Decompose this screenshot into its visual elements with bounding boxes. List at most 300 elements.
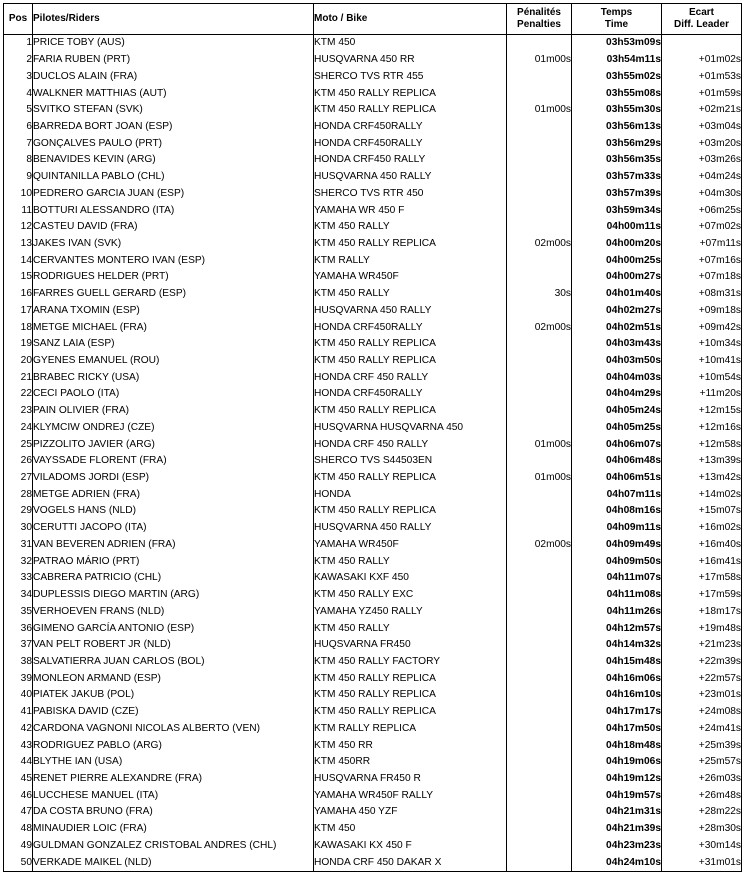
cell-diff: +02m21s <box>662 102 742 119</box>
cell-rider: SVITKO STEFAN (SVK) <box>33 102 314 119</box>
cell-diff: +10m34s <box>662 336 742 353</box>
cell-pos: 27 <box>4 470 33 487</box>
cell-rider: RODRIGUES HELDER (PRT) <box>33 269 314 286</box>
cell-rider: PIATEK JAKUB (POL) <box>33 687 314 704</box>
cell-rider: FARIA RUBEN (PRT) <box>33 52 314 69</box>
cell-rider: QUINTANILLA PABLO (CHL) <box>33 169 314 186</box>
cell-bike: KTM RALLY REPLICA <box>314 720 507 737</box>
table-row <box>4 420 742 437</box>
table-row <box>4 771 742 788</box>
cell-time: 04h18m48s <box>572 737 662 754</box>
cell-pos: 1 <box>4 35 33 52</box>
cell-diff <box>662 35 742 52</box>
cell-time: 04h17m17s <box>572 704 662 721</box>
cell-time: 04h07m11s <box>572 486 662 503</box>
cell-pos: 44 <box>4 754 33 771</box>
header-penalties <box>507 4 572 35</box>
cell-diff: +04m24s <box>662 169 742 186</box>
cell-time: 03h56m29s <box>572 135 662 152</box>
table-row <box>4 804 742 821</box>
cell-bike: HONDA CRF 450 RALLY <box>314 436 507 453</box>
table-header <box>4 4 742 35</box>
cell-time: 03h57m39s <box>572 185 662 202</box>
cell-rider: PAIN OLIVIER (FRA) <box>33 403 314 420</box>
cell-pos: 30 <box>4 520 33 537</box>
cell-bike: KTM 450 RALLY EXC <box>314 587 507 604</box>
cell-rider: LUCCHESE MANUEL (ITA) <box>33 787 314 804</box>
cell-penalty <box>507 804 572 821</box>
cell-rider: BLYTHE IAN (USA) <box>33 754 314 771</box>
cell-bike: KTM 450 RALLY REPLICA <box>314 85 507 102</box>
cell-penalty <box>507 119 572 136</box>
table-row <box>4 687 742 704</box>
cell-rider: JAKES IVAN (SVK) <box>33 236 314 253</box>
cell-bike: KTM 450 <box>314 821 507 838</box>
cell-penalty <box>507 620 572 637</box>
cell-rider: PEDRERO GARCIA JUAN (ESP) <box>33 185 314 202</box>
cell-diff: +22m57s <box>662 670 742 687</box>
cell-rider: RENET PIERRE ALEXANDRE (FRA) <box>33 771 314 788</box>
cell-bike: HONDA CRF450 RALLY <box>314 152 507 169</box>
cell-pos: 28 <box>4 486 33 503</box>
cell-diff: +28m30s <box>662 821 742 838</box>
cell-bike: HONDA CRF450RALLY <box>314 386 507 403</box>
table-row <box>4 269 742 286</box>
cell-time: 03h55m30s <box>572 102 662 119</box>
cell-rider: BOTTURI ALESSANDRO (ITA) <box>33 202 314 219</box>
cell-rider: MONLEON ARMAND (ESP) <box>33 670 314 687</box>
header-penalties-en: Penalties <box>517 19 561 30</box>
cell-pos: 26 <box>4 453 33 470</box>
cell-bike: KAWASAKI KX 450 F <box>314 838 507 855</box>
cell-penalty <box>507 202 572 219</box>
cell-pos: 3 <box>4 68 33 85</box>
table-row <box>4 470 742 487</box>
table-row <box>4 654 742 671</box>
cell-penalty <box>507 603 572 620</box>
table-row <box>4 353 742 370</box>
header-penalties-fr: Pénalités <box>517 7 561 18</box>
cell-bike: HUQSVARNA FR450 <box>314 637 507 654</box>
cell-pos: 39 <box>4 670 33 687</box>
cell-bike: KTM 450 RALLY REPLICA <box>314 687 507 704</box>
cell-penalty <box>507 219 572 236</box>
cell-bike: KTM 450 RALLY <box>314 286 507 303</box>
cell-diff: +12m16s <box>662 420 742 437</box>
cell-pos: 7 <box>4 135 33 152</box>
cell-diff: +22m39s <box>662 654 742 671</box>
cell-bike: KTM 450 RALLY REPLICA <box>314 236 507 253</box>
cell-time: 04h11m07s <box>572 570 662 587</box>
cell-diff: +24m41s <box>662 720 742 737</box>
cell-time: 04h00m11s <box>572 219 662 236</box>
cell-diff: +03m20s <box>662 135 742 152</box>
cell-pos: 6 <box>4 119 33 136</box>
table-row <box>4 453 742 470</box>
table-row <box>4 720 742 737</box>
cell-bike: HUSQVARNA FR450 R <box>314 771 507 788</box>
cell-bike: KTM 450 RR <box>314 737 507 754</box>
cell-rider: METGE ADRIEN (FRA) <box>33 486 314 503</box>
cell-time: 03h53m09s <box>572 35 662 52</box>
table-row <box>4 637 742 654</box>
cell-diff: +12m15s <box>662 403 742 420</box>
header-pos: Pos <box>4 4 33 35</box>
cell-rider: WALKNER MATTHIAS (AUT) <box>33 85 314 102</box>
cell-time: 04h19m12s <box>572 771 662 788</box>
table-row <box>4 102 742 119</box>
cell-time: 04h23m23s <box>572 838 662 855</box>
table-row <box>4 169 742 186</box>
cell-time: 03h55m08s <box>572 85 662 102</box>
cell-time: 04h04m29s <box>572 386 662 403</box>
cell-time: 03h59m34s <box>572 202 662 219</box>
cell-time: 04h00m25s <box>572 252 662 269</box>
cell-pos: 11 <box>4 202 33 219</box>
cell-time: 04h11m26s <box>572 603 662 620</box>
cell-bike: HUSQVARNA 450 RALLY <box>314 169 507 186</box>
table-row <box>4 620 742 637</box>
cell-pos: 50 <box>4 854 33 871</box>
cell-rider: VAN BEVEREN ADRIEN (FRA) <box>33 537 314 554</box>
cell-rider: CARDONA VAGNONI NICOLAS ALBERTO (VEN) <box>33 720 314 737</box>
table-row <box>4 336 742 353</box>
cell-pos: 36 <box>4 620 33 637</box>
cell-rider: SALVATIERRA JUAN CARLOS (BOL) <box>33 654 314 671</box>
cell-pos: 9 <box>4 169 33 186</box>
cell-time: 04h21m39s <box>572 821 662 838</box>
cell-time: 04h05m25s <box>572 420 662 437</box>
table-row <box>4 219 742 236</box>
cell-pos: 5 <box>4 102 33 119</box>
cell-bike: YAMAHA WR 450 F <box>314 202 507 219</box>
cell-diff: +01m02s <box>662 52 742 69</box>
table-row <box>4 553 742 570</box>
cell-penalty <box>507 369 572 386</box>
cell-bike: HONDA CRF 450 RALLY <box>314 369 507 386</box>
cell-rider: DUPLESSIS DIEGO MARTIN (ARG) <box>33 587 314 604</box>
cell-rider: BENAVIDES KEVIN (ARG) <box>33 152 314 169</box>
cell-rider: BRABEC RICKY (USA) <box>33 369 314 386</box>
cell-pos: 43 <box>4 737 33 754</box>
cell-penalty <box>507 570 572 587</box>
table-row <box>4 570 742 587</box>
cell-pos: 8 <box>4 152 33 169</box>
cell-penalty <box>507 68 572 85</box>
cell-diff: +14m02s <box>662 486 742 503</box>
cell-penalty: 01m00s <box>507 436 572 453</box>
cell-diff: +16m40s <box>662 537 742 554</box>
table-row <box>4 403 742 420</box>
table-row <box>4 185 742 202</box>
cell-pos: 17 <box>4 303 33 320</box>
cell-penalty <box>507 135 572 152</box>
cell-pos: 49 <box>4 838 33 855</box>
cell-pos: 13 <box>4 236 33 253</box>
cell-pos: 12 <box>4 219 33 236</box>
cell-penalty <box>507 654 572 671</box>
cell-diff: +04m30s <box>662 185 742 202</box>
cell-bike: KTM 450 RALLY REPLICA <box>314 336 507 353</box>
cell-rider: GYENES EMANUEL (ROU) <box>33 353 314 370</box>
table-row <box>4 737 742 754</box>
cell-bike: HUSQVARNA 450 RR <box>314 52 507 69</box>
cell-pos: 31 <box>4 537 33 554</box>
cell-penalty <box>507 185 572 202</box>
cell-penalty <box>507 737 572 754</box>
cell-time: 03h56m35s <box>572 152 662 169</box>
cell-penalty <box>507 771 572 788</box>
cell-pos: 40 <box>4 687 33 704</box>
cell-pos: 18 <box>4 319 33 336</box>
cell-penalty <box>507 420 572 437</box>
cell-time: 04h03m50s <box>572 353 662 370</box>
cell-bike: YAMAHA 450 YZF <box>314 804 507 821</box>
cell-bike: HUSQVARNA 450 RALLY <box>314 520 507 537</box>
cell-time: 03h54m11s <box>572 52 662 69</box>
cell-rider: CECI PAOLO (ITA) <box>33 386 314 403</box>
table-row <box>4 202 742 219</box>
cell-rider: RODRIGUEZ PABLO (ARG) <box>33 737 314 754</box>
cell-pos: 22 <box>4 386 33 403</box>
cell-pos: 14 <box>4 252 33 269</box>
cell-rider: VAN PELT ROBERT JR (NLD) <box>33 637 314 654</box>
table-row <box>4 436 742 453</box>
cell-bike: KTM 450 RALLY <box>314 219 507 236</box>
cell-penalty <box>507 269 572 286</box>
cell-pos: 2 <box>4 52 33 69</box>
cell-rider: MINAUDIER LOIC (FRA) <box>33 821 314 838</box>
cell-time: 04h14m32s <box>572 637 662 654</box>
cell-time: 04h06m51s <box>572 470 662 487</box>
table-row <box>4 386 742 403</box>
cell-pos: 10 <box>4 185 33 202</box>
cell-diff: +06m25s <box>662 202 742 219</box>
cell-pos: 34 <box>4 587 33 604</box>
cell-penalty <box>507 353 572 370</box>
cell-penalty <box>507 386 572 403</box>
cell-pos: 29 <box>4 503 33 520</box>
cell-pos: 38 <box>4 654 33 671</box>
cell-pos: 20 <box>4 353 33 370</box>
cell-penalty <box>507 854 572 871</box>
cell-pos: 37 <box>4 637 33 654</box>
table-row <box>4 537 742 554</box>
cell-penalty <box>507 152 572 169</box>
cell-bike: HONDA CRF 450 DAKAR X <box>314 854 507 871</box>
results-table <box>3 3 742 872</box>
cell-time: 03h57m33s <box>572 169 662 186</box>
cell-penalty: 02m00s <box>507 319 572 336</box>
cell-penalty <box>507 687 572 704</box>
cell-time: 04h03m43s <box>572 336 662 353</box>
cell-time: 04h02m51s <box>572 319 662 336</box>
cell-penalty: 01m00s <box>507 52 572 69</box>
cell-rider: BARREDA BORT JOAN (ESP) <box>33 119 314 136</box>
cell-rider: SANZ LAIA (ESP) <box>33 336 314 353</box>
cell-bike: SHERCO TVS S44503EN <box>314 453 507 470</box>
cell-bike: YAMAHA WR450F RALLY <box>314 787 507 804</box>
table-row <box>4 821 742 838</box>
cell-time: 04h09m50s <box>572 553 662 570</box>
cell-penalty <box>507 303 572 320</box>
table-row <box>4 52 742 69</box>
cell-diff: +17m59s <box>662 587 742 604</box>
cell-bike: HUSQVARNA 450 RALLY <box>314 303 507 320</box>
table-row <box>4 603 742 620</box>
cell-time: 04h09m49s <box>572 537 662 554</box>
cell-penalty <box>507 838 572 855</box>
cell-penalty <box>507 587 572 604</box>
table-row <box>4 85 742 102</box>
cell-time: 04h04m03s <box>572 369 662 386</box>
cell-bike: KTM 450 RALLY <box>314 620 507 637</box>
cell-penalty <box>507 453 572 470</box>
cell-time: 04h06m07s <box>572 436 662 453</box>
cell-diff: +23m01s <box>662 687 742 704</box>
table-row <box>4 286 742 303</box>
table-row <box>4 520 742 537</box>
cell-rider: VILADOMS JORDI (ESP) <box>33 470 314 487</box>
cell-time: 04h16m06s <box>572 670 662 687</box>
cell-rider: VOGELS HANS (NLD) <box>33 503 314 520</box>
cell-pos: 47 <box>4 804 33 821</box>
cell-time: 04h01m40s <box>572 286 662 303</box>
table-row <box>4 854 742 871</box>
cell-diff: +26m48s <box>662 787 742 804</box>
cell-diff: +07m02s <box>662 219 742 236</box>
cell-pos: 23 <box>4 403 33 420</box>
table-row <box>4 670 742 687</box>
cell-bike: KTM 450 <box>314 35 507 52</box>
cell-diff: +07m16s <box>662 252 742 269</box>
cell-bike: HONDA CRF450RALLY <box>314 135 507 152</box>
cell-diff: +13m39s <box>662 453 742 470</box>
header-time <box>572 4 662 35</box>
cell-bike: YAMAHA WR450F <box>314 537 507 554</box>
cell-time: 04h09m11s <box>572 520 662 537</box>
cell-time: 04h19m06s <box>572 754 662 771</box>
header-rider: Pilotes/Riders <box>33 4 314 35</box>
header-diff <box>662 4 742 35</box>
cell-diff: +18m17s <box>662 603 742 620</box>
table-row <box>4 503 742 520</box>
cell-diff: +03m04s <box>662 119 742 136</box>
cell-penalty: 02m00s <box>507 236 572 253</box>
cell-diff: +10m54s <box>662 369 742 386</box>
cell-pos: 48 <box>4 821 33 838</box>
cell-time: 04h11m08s <box>572 587 662 604</box>
table-row <box>4 587 742 604</box>
cell-penalty: 30s <box>507 286 572 303</box>
cell-diff: +01m59s <box>662 85 742 102</box>
cell-time: 04h17m50s <box>572 720 662 737</box>
header-time-en: Time <box>604 19 629 30</box>
cell-time: 04h15m48s <box>572 654 662 671</box>
cell-penalty <box>507 637 572 654</box>
cell-penalty: 01m00s <box>507 470 572 487</box>
cell-bike: KTM RALLY <box>314 252 507 269</box>
cell-penalty <box>507 670 572 687</box>
header-diff-fr: Ecart <box>688 7 714 18</box>
cell-penalty <box>507 553 572 570</box>
cell-rider: KLYMCIW ONDREJ (CZE) <box>33 420 314 437</box>
cell-time: 04h12m57s <box>572 620 662 637</box>
cell-rider: VERHOEVEN FRANS (NLD) <box>33 603 314 620</box>
header-diff-en: Diff. Leader <box>673 19 729 30</box>
cell-penalty <box>507 821 572 838</box>
cell-diff: +10m41s <box>662 353 742 370</box>
cell-diff: +09m42s <box>662 319 742 336</box>
cell-penalty <box>507 754 572 771</box>
cell-penalty <box>507 520 572 537</box>
cell-pos: 15 <box>4 269 33 286</box>
cell-bike: KTM 450 RALLY REPLICA <box>314 503 507 520</box>
cell-diff: +03m26s <box>662 152 742 169</box>
cell-pos: 4 <box>4 85 33 102</box>
cell-bike: KTM 450 RALLY <box>314 553 507 570</box>
cell-time: 04h06m48s <box>572 453 662 470</box>
table-row <box>4 486 742 503</box>
cell-rider: GIMENO GARCÍA ANTONIO (ESP) <box>33 620 314 637</box>
cell-pos: 19 <box>4 336 33 353</box>
cell-diff: +19m48s <box>662 620 742 637</box>
cell-rider: CERVANTES MONTERO IVAN (ESP) <box>33 252 314 269</box>
header-row <box>4 4 742 35</box>
table-body <box>4 35 742 872</box>
cell-diff: +28m22s <box>662 804 742 821</box>
cell-bike: YAMAHA WR450F <box>314 269 507 286</box>
cell-rider: GULDMAN GONZALEZ CRISTOBAL ANDRES (CHL) <box>33 838 314 855</box>
cell-rider: PATRAO MÁRIO (PRT) <box>33 553 314 570</box>
cell-penalty <box>507 252 572 269</box>
cell-penalty <box>507 336 572 353</box>
cell-pos: 35 <box>4 603 33 620</box>
cell-penalty <box>507 704 572 721</box>
cell-diff: +13m42s <box>662 470 742 487</box>
cell-diff: +25m57s <box>662 754 742 771</box>
cell-bike: KTM 450 RALLY REPLICA <box>314 670 507 687</box>
table-row <box>4 319 742 336</box>
cell-diff: +21m23s <box>662 637 742 654</box>
cell-diff: +24m08s <box>662 704 742 721</box>
cell-diff: +16m02s <box>662 520 742 537</box>
cell-pos: 45 <box>4 771 33 788</box>
cell-rider: GONÇALVES PAULO (PRT) <box>33 135 314 152</box>
cell-pos: 21 <box>4 369 33 386</box>
cell-diff: +26m03s <box>662 771 742 788</box>
cell-bike: KTM 450 RALLY REPLICA <box>314 403 507 420</box>
cell-pos: 24 <box>4 420 33 437</box>
cell-bike: HONDA <box>314 486 507 503</box>
table-row <box>4 119 742 136</box>
table-row <box>4 68 742 85</box>
cell-time: 04h02m27s <box>572 303 662 320</box>
cell-penalty <box>507 403 572 420</box>
cell-bike: KTM 450RR <box>314 754 507 771</box>
cell-diff: +25m39s <box>662 737 742 754</box>
cell-diff: +31m01s <box>662 854 742 871</box>
cell-pos: 41 <box>4 704 33 721</box>
cell-penalty <box>507 787 572 804</box>
cell-penalty <box>507 169 572 186</box>
cell-rider: PRICE TOBY (AUS) <box>33 35 314 52</box>
header-bike: Moto / Bike <box>314 4 507 35</box>
cell-rider: PIZZOLITO JAVIER (ARG) <box>33 436 314 453</box>
cell-diff: +30m14s <box>662 838 742 855</box>
cell-rider: VAYSSADE FLORENT (FRA) <box>33 453 314 470</box>
cell-diff: +01m53s <box>662 68 742 85</box>
